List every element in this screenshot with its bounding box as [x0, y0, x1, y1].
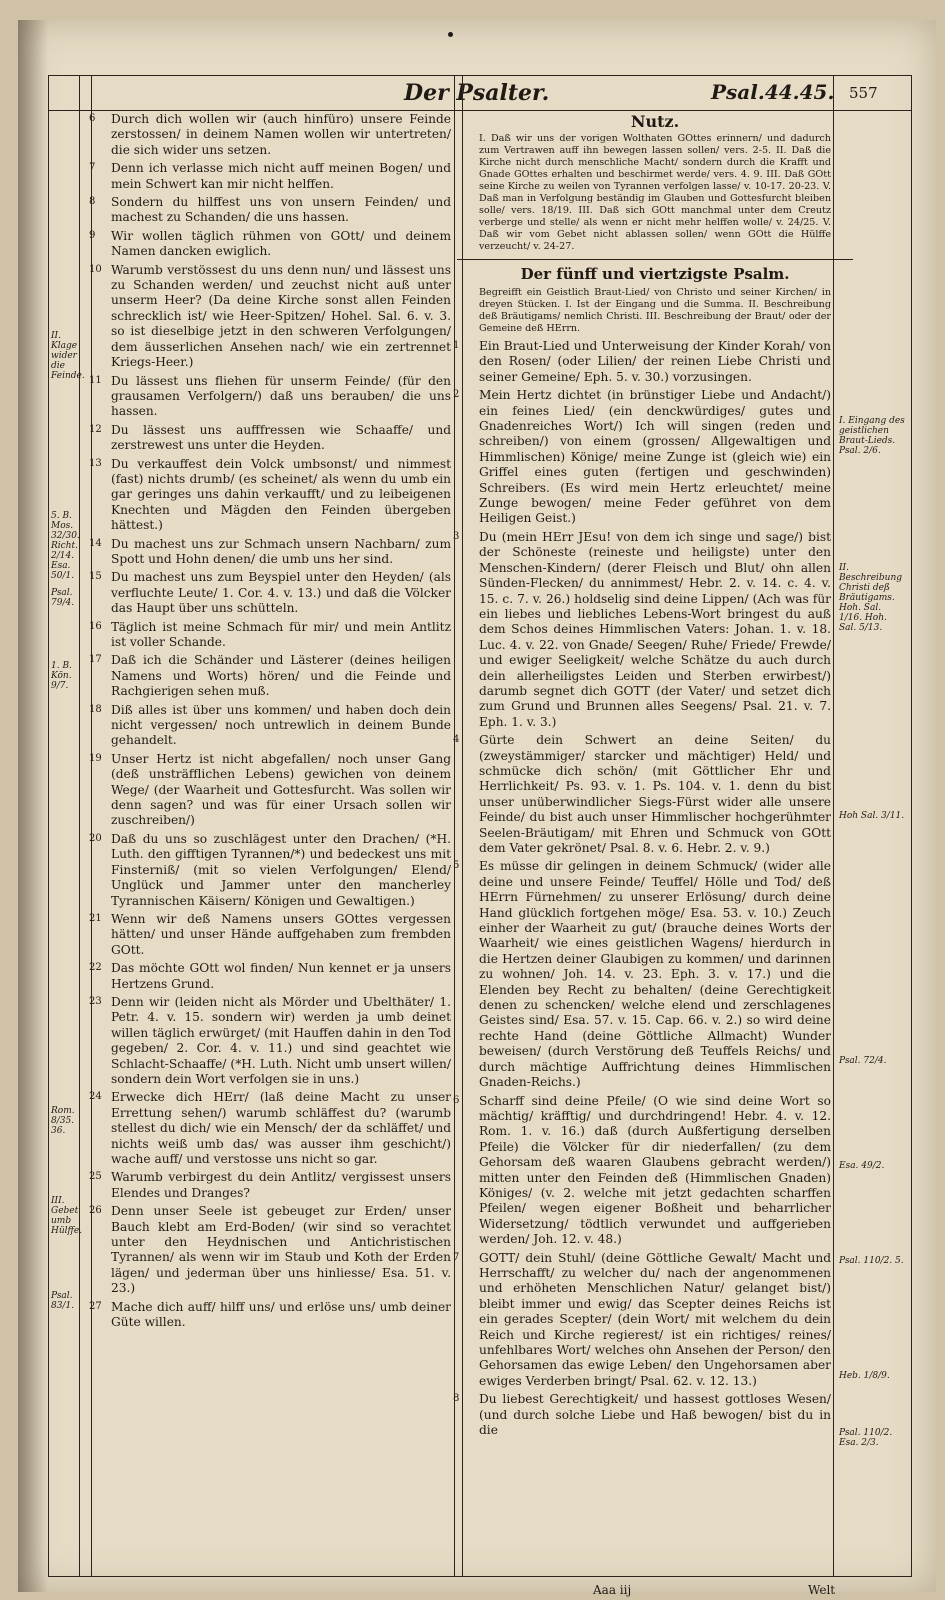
verse [89, 112, 451, 158]
verse [453, 859, 831, 1090]
verse-text: Wenn wir deß Namens unsers GOttes vergessen hätten/ und unser Hände auffgehaben zum frembden GOtt. [111, 911, 451, 957]
verse-text: Du machest uns zur Schmach unsern Nachbarn/ zum Spott und Hohn denen/ die umb uns her sind. [111, 536, 451, 566]
verse-number: 20 [89, 832, 102, 844]
verse-number: 23 [89, 995, 102, 1007]
book-page [18, 20, 936, 1597]
verse-text: Daß du uns so zuschlägest unter den Drachen/ (*H. Luth. den gifftigen Tyrannen/*) und bedeckest uns mit Finsterniß/ (mit so vielen Verfolgungen/ Elend/ Unglück und Jammer unter den mancherley Tyrannischen Käisern/ Königen und Gewaltigen.) [111, 831, 451, 908]
verse [89, 994, 451, 1087]
margin-note: II. Klage wider die Feinde. [51, 331, 85, 381]
verse-number: 21 [89, 912, 102, 924]
gutter-shadow [18, 20, 48, 1592]
nutz-heading: Nutz. [630, 112, 680, 131]
verse [89, 911, 451, 958]
verse-text: Du (mein HErr JEsu! von dem ich singe und sage/) bist der Schöneste (reineste und heiligste) unter den Menschen-Kindern/ (derer Fleisch und Blut/ ohn allen Sünden-Flecken/ du annimmest/ Hebr. 2. v. 14. c. 4. v. 15. c. 7. v. 26.) holdselig sind deine Lippen/ (Ach was für ein liebes und liebliches Lebens-Wort bringest du auß dem Schos deines Himmlischen Vaters: Johan. 1. v. 18. Luc. 4. v. 22. von Gnade/ Seegen/ Ruhe/ Friede/ Frewde/ und ewiger Seeligkeit/ welche Schätze du auch durch dein allerheiligstes Leiden und Sterben erwirbest/) darumb segnet dich GOTT (der Vater/ und setzet dich zum Grund und Brunnen alles Seegens/ Psal. 21. v. 7. Eph. 1. v. 3.) [479, 529, 831, 729]
verse [89, 373, 451, 420]
verse [89, 961, 451, 992]
section-divider [457, 259, 853, 260]
verse-text: Warumb verbirgest du dein Antlitz/ vergissest unsers Elendes und Dranges? [111, 1170, 451, 1200]
verse-text: Erwecke dich HErr/ (laß deine Macht zu unser Errettung sehen/) warumb schläffest du? (warumb stellest du dich/ wie ein Mensch/ der da schläffet/ und nichts weiß umb das/ was ausser ihm geschicht/) wache auff/ und verstosse uns nicht so gar. [111, 1090, 451, 1166]
verse-text: Du machest uns zum Beyspiel unter den Heyden/ (als verfluchte Leute/ 1. Cor. 4. v. 13.) und daß die Völcker das Haupt über uns schütteln. [111, 570, 451, 616]
margin-note: Psal. 110/2. Esa. 2/3. [839, 1428, 893, 1448]
left-number-rule [91, 76, 92, 1576]
verse-number: 17 [89, 654, 102, 666]
verse-text: Wir wollen täglich rühmen von GOtt/ und deinem Namen dancken ewiglich. [111, 228, 451, 259]
verse [453, 1250, 831, 1390]
verse [89, 161, 451, 192]
verse-text: Sondern du hilffest uns von unsern Feinden/ und machest zu Schanden/ die uns hassen. [111, 195, 451, 225]
header-title: Der Psalter. [404, 80, 550, 106]
verse-text: Scharff sind deine Pfeile/ (O wie sind deine Wort so mächtig/ kräfftig/ und durchdringend! Hebr. 4. v. 12. Rom. 1. v. 16.) daß (durch Außfertigung derselben Pfeile) die Völcker für dir niederfallen/ (zu dem Gehorsam deß waaren Glaubens gebracht werden/) mitten unter den Feinden deß (Himmlischen Gnaden) Königes/ (v. 2. welche mit jetzt gedachten scharffen Pfeilen/ wegen eigener Boßheit und beharrlicher Widersetzung/ tödtlich verwundet und auffgerieben werden/ Joh. 12. v. 48.) [479, 1093, 831, 1247]
left-margin-rule [79, 76, 80, 1576]
verse [89, 195, 451, 226]
margin-note: III. Gebet umb Hülffe. [51, 1196, 83, 1236]
verse [89, 228, 451, 260]
verse-number: 24 [89, 1091, 102, 1103]
verse-number: 10 [89, 263, 102, 275]
verse [89, 456, 451, 534]
verse-text: Ein Braut-Lied und Unterweisung der Kinder Korah/ von den Rosen/ (oder Lilien/ der reinen Liebe Christi und seiner Gemeine/ Eph. 5. v. 30.) vorzusingen. [479, 339, 831, 384]
margin-note: Hoh Sal. 3/11. [839, 811, 905, 821]
verse [89, 570, 451, 616]
verse [453, 339, 831, 385]
verse-text: Denn wir (leiden nicht als Mörder und Ubelthäter/ 1. Petr. 4. v. 15. sondern wir) werden ja umb deinet willen täglich erwürget/ (mit Hauffen dahin in den Tod gegeben/ 2. Cor. 4. v. 11.) und sind geachtet wie Schlacht-Schaaffe/ (*H. Luth. Nicht umb unsert willen/ sondern dein Wort verfolgen sie in uns.) [111, 994, 451, 1086]
verse-number: 9 [89, 229, 96, 241]
margin-note: Esa. 49/2. [839, 1161, 885, 1171]
verse-number: 2 [453, 389, 460, 401]
verse [89, 1090, 451, 1167]
verse-number: 1 [453, 340, 460, 351]
verse-text: Du lässest uns aufffressen wie Schaaffe/ und zerstrewest uns unter die Heyden. [111, 422, 451, 453]
verse-number: 14 [89, 537, 102, 549]
margin-note: Heb. 1/8/9. [839, 1371, 890, 1381]
verse-text: Es müsse dir gelingen in deinem Schmuck/ (wider alle deine und unsere Feinde/ Teuffel/ Hölle und Tod/ deß HErrn Fürnehmen/ zu unserer Erlösung/ durch deine Hand glücklich fortgehen möge/ Esa. 53. v. 10.) Zeuch einher der Waarheit zu gut/ (brauche deines Worts der Waarheit/ wie eines geistlichen Wagens/ hierdurch in die Hertzen deiner Glaubigen zu kommen/ und darinnen zu wohnen/ Joh. 14. v. 23. Eph. 3. v. 17.) und die Elenden bey Recht zu behalten/ (deine Gerechtigkeit denen zu schencken/ welche elend und zerschlagenes Geistes sind/ Esa. 57. v. 15. Cap. 66. v. 2.) so wird deine rechte Hand (deine Göttliche Allmacht) Wunder beweisen/ (durch Verstörung deß Teuffels Reichs/ und durch mächtige Auffrichtung deines Himmlischen Gnaden-Reichs.) [479, 859, 831, 1090]
verse [89, 262, 451, 371]
verse-text: Unser Hertz ist nicht abgefallen/ noch unser Gang (deß unsträfflichen Lebens) gewichen von deinem Wege/ (der Waarheit und Gottesfurcht. Was sollen wir denn sagen? und was für einer Ursach sollen wir zuschreiben/) [111, 751, 451, 828]
verse-text: Gürte dein Schwert an deine Seiten/ du (zweystämmiger/ starcker und mächtiger) Held/ und schmücke dich schön/ (mit Göttlicher Ehr und Herrlichkeit/ Ps. 93. v. 1. Ps. 104. v. 1. denn du bist unser unüberwindlicher Siegs-Fürst wider alle unsere Feinde/ du bist auch unser Himmlischer hochgerühmter Seelen-Bräutigam/ mit Ehren und Schmuck von GOtt dem Vater gekrönet/ Psal. 8. v. 6. Hebr. 2. v. 9.) [479, 733, 831, 855]
verse-text: Mein Hertz dichtet (in brünstiger Liebe und Andacht/) ein feines Lied/ (ein denckwürdiges/ gutes und Gnadenreiches Wort/) Ich will singen (reden und schreiben/) von einem (grossen/ Allgewaltigen und Himmlischen) Könige/ meine Zunge ist (gleich wie) ein Griffel eines guten (fertigen und geschwinden) Schreibers. (Es wird mein Hertz erleuchtet/ meine Zunge bewogen/ meine Feder geführet von dem Heiligen Geist.) [479, 388, 831, 526]
verse-text: Diß alles ist über uns kommen/ und haben doch dein nicht vergessen/ noch untrewlich in deinem Bunde gehandelt. [111, 702, 451, 748]
signature-mark: Aaa iij [593, 1583, 632, 1597]
margin-note: 1. B. Kön. 9/7. [51, 661, 72, 691]
verse-number: 11 [89, 374, 102, 386]
verse [89, 751, 451, 829]
verse [453, 1392, 831, 1438]
verse-text: GOTT/ dein Stuhl/ (deine Göttliche Gewalt/ Macht und Herrschafft/ zu welcher du/ nach der angenommenen und erhöheten Menschlichen Natur/ gelanget bist/) bleibt immer und ewig/ das Scepter deines Reichs ist ein gerades Scepter/ (dein Wort/ mit welchem du dein Reich und Kirche regierest/ ist ein richtiges/ reines/ unfehlbares Wort/ welches ohn Ansehen der Person/ den Gehorsamen das ewige Leben/ den Ungehorsamen aber ewiges Verderben bringt/ Psal. 62. v. 12. 13.) [479, 1250, 831, 1388]
verse-number: 27 [89, 1300, 102, 1312]
page-number: 557 [849, 84, 878, 102]
verse-text: Mache dich auff/ hilff uns/ und erlöse uns/ umb deiner Güte willen. [111, 1299, 451, 1330]
margin-note: Psal. 72/4. [839, 1056, 887, 1066]
verse-number: 7 [89, 162, 96, 174]
verse-number: 8 [89, 196, 96, 208]
verse-number: 13 [89, 457, 102, 469]
verse-text: Denn ich verlasse mich nicht auff meinen Bogen/ und mein Schwert kan mir nicht helffen. [111, 161, 451, 191]
verse-text: Warumb verstössest du uns denn nun/ und lässest uns zu Schanden werden/ und zeuchst nicht auß unter unserm Heer? (Da deine Kirche sonst allen Feinden schrecklich ist/ wie Heer-Spitzen/ Hohel. Sal. 6. v. 3. so ist dieselbige jetzt in den schweren Verfolgungen/ dem äusserlichen Ansehen nach/ wie ein zertrennet Kriegs-Heer.) [111, 262, 451, 370]
right-margin-rule [833, 76, 834, 1576]
verse-number: 15 [89, 571, 102, 583]
verse [453, 529, 831, 730]
verse-text: Du liebest Gerechtigkeit/ und hassest gottloses Wesen/ (und durch solche Liebe und Haß bewogen/ bist du in die [479, 1392, 831, 1438]
verse-number: 25 [89, 1171, 102, 1183]
verse [89, 536, 451, 568]
margin-note: I. Eingang des geistlichen Braut-Lieds. Psal. 2/6. [839, 416, 905, 456]
verse-number: 6 [453, 1094, 460, 1106]
catchword: Welt [808, 1583, 836, 1597]
verse [453, 1093, 831, 1248]
verse-number: 12 [89, 423, 102, 435]
verse [453, 388, 831, 527]
verse-number: 8 [453, 1393, 460, 1405]
verse-text: Du lässest uns fliehen für unserm Feinde/ (für den grausamen Verfolgern/) daß uns berauben/ die uns hassen. [111, 373, 451, 419]
running-header [49, 76, 911, 111]
verse [89, 702, 451, 749]
verse-number: 5 [453, 860, 460, 872]
verse [89, 653, 451, 699]
nutz-text: I. Daß wir uns der vorigen Wolthaten GOttes erinnern/ und dadurch zum Vertrawen auff ihn bewegen lassen sollen/ vers. 2-5. II. Daß die Kirche nicht durch menschliche Macht/ sondern durch die Krafft und Gnade GOttes erhalten und beschirmet werde/ vers. 4. 9. III. Daß GOtt seine Kirche zu weilen von Tyrannen verfolgen lasse/ v. 10-17. 20-23. V. Daß man in Verfolgung beständig im Glauben und Gottesfurcht bleiben solle/ vers. 18/19. III. Daß sich GOtt manchmal unter dem Creutz verberge und stelle/ als wenn er nicht mehr helffen wolle/ v. 24/25. V. Daß wir vom Gebet nicht ablassen sollen/ wenn GOtt die Hülffe verzeucht/ v. 24-27. [479, 133, 831, 252]
verse [89, 1299, 451, 1331]
verse-text: Du verkauffest dein Volck umbsonst/ und nimmest (fast) nichts drumb/ (es scheinet/ als wenn du umb ein gar geringes uns dahin verkaufft/ und zu leibeigenen Knechten und Mägden den Feinden übergeben hättest.) [111, 456, 451, 533]
verse-number: 22 [89, 962, 102, 974]
verse [89, 422, 451, 454]
column-divider [454, 76, 455, 1576]
verse-number: 26 [89, 1205, 102, 1217]
page-frame [48, 75, 912, 1577]
verse-text: Täglich ist meine Schmach für mir/ und mein Antlitz ist voller Schande. [111, 619, 451, 649]
verse-number: 6 [89, 113, 96, 124]
verse-text: Durch dich wollen wir (auch hinfüro) unsere Feinde zerstossen/ in deinem Namen wollen wir untertreten/ die sich wider uns setzen. [111, 112, 451, 157]
header-psalm-ref: Psal.44.45. [711, 80, 835, 104]
verse-text: Das möchte GOtt wol finden/ Nun kennet er ja unsers Hertzens Grund. [111, 961, 451, 991]
verse-number: 4 [453, 734, 460, 746]
margin-note: II. Beschreibung Christi deß Bräutigams. Hoh. Sal. 1/16. Hoh. Sal. 5/13. [839, 563, 903, 633]
verse [89, 619, 451, 651]
verse-number: 18 [89, 703, 102, 715]
verse-number: 19 [89, 752, 102, 764]
verse [89, 831, 451, 909]
margin-note: 5. B. Mos. 32/30. Richt. 2/14. Esa. 50/1. [51, 511, 80, 581]
left-column [89, 112, 451, 1333]
verse-number: 3 [453, 530, 460, 542]
margin-note: Rom. 8/35. 36. [51, 1106, 75, 1136]
psalm-summary: Begreifft ein Geistlich Braut-Lied/ von Christo und seiner Kirchen/ in dreyen Stücken. I. Ist der Eingang und die Summa. II. Beschreibung deß Bräutigams/ nemlich Christi. III. Beschreibung der Braut/ oder der Gemeine deß HErrn. [479, 287, 831, 334]
verse [453, 733, 831, 856]
verse-text: Denn unser Seele ist gebeuget zur Erden/ unser Bauch klebt am Erd-Boden/ (wir sind so verachtet unter den Heydnischen und Antichristischen Tyrannen/ als wenn wir im Staub und Koth der Erden lägen/ und jederman über uns hinliesse/ Esa. 51. v. 23.) [111, 1204, 451, 1296]
psalm-title: Der fünff und viertzigste Psalm. [520, 265, 790, 283]
right-column [453, 112, 831, 1441]
margin-note: Psal. 110/2. 5. [839, 1256, 904, 1266]
ink-dot [448, 32, 453, 37]
verse-text: Daß ich die Schänder und Lästerer (deines heiligen Namens und Worts) hören/ und die Feinde und Rachgierigen sehen muß. [111, 653, 451, 699]
column-divider-inner [462, 76, 463, 1576]
verse-number: 7 [453, 1251, 460, 1263]
verse-number: 16 [89, 620, 102, 632]
margin-note: Psal. 83/1. [51, 1291, 75, 1311]
margin-note: Psal. 79/4. [51, 588, 75, 608]
verse [89, 1204, 451, 1296]
verse [89, 1170, 451, 1201]
